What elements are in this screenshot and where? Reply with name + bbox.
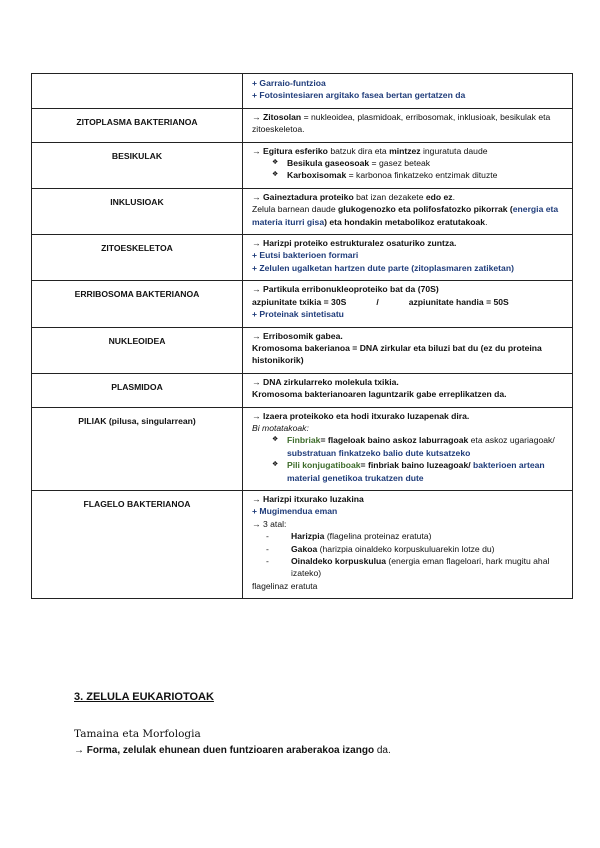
table-row: [32, 142, 573, 188]
row-description: → Partikula erribonukleoproteiko bat da (70S) azpiunitate txikia = 30S / azpiunitate handia = 50S + Proteinak sintetisatu: [243, 281, 573, 327]
table-row: [32, 108, 573, 142]
row-name: ERRIBOSOMA BAKTERIANOA: [32, 281, 243, 327]
row-description: → Harizpi itxurako luzakina + Mugimendua eman → 3 atal: - Harizpia (flagelina proteinaz eratuta) - Gakoa (harizpia oinaldeko korpuskuluarekin lotze du) - Oinaldeko korpuskulua (energia eman flageloari, hark mugitu ahal izateko) flagelinaz eratuta: [243, 490, 573, 598]
row-description: → Zitosolan = nukleoidea, plasmidoak, erribosomak, inklusioak, besikulak eta zitoeskeletoa.: [243, 108, 573, 142]
table-row: [32, 327, 573, 373]
bacteria-structures-table: [31, 73, 573, 599]
table-row: [32, 235, 573, 281]
row-description: + Garraio-funtzioa + Fotosintesiaren argitako fasea bertan gertatzen da: [243, 74, 573, 109]
row-description: → DNA zirkularreko molekula txikia. Kromosoma bakterianoaren laguntzarik gabe erreplikatzen da.: [243, 373, 573, 407]
list-item: ❖ Finbriak= flageloak baino askoz laburragoak eta askoz ugariagoak/ substratuan finkatzeko balio dute kutsatzeko: [272, 435, 555, 458]
row-name: ZITOPLASMA BAKTERIANOA: [32, 108, 243, 142]
table-row: [32, 373, 573, 407]
diamond-bullet-icon: ❖: [272, 159, 279, 167]
table-row: [32, 407, 573, 490]
list-item: ❖ Karboxisomak = karbonoa finkatzeko entzimak dituzte: [272, 170, 498, 181]
list-item: - Harizpia (flagelina proteinaz eratuta): [266, 531, 432, 542]
paragraph: → Forma, zelulak ehunean duen funtzioaren araberakoa izango da.: [74, 745, 391, 756]
list-item: - Gakoa (harizpia oinaldeko korpuskuluarekin lotze du): [266, 543, 495, 554]
table-row: [32, 188, 573, 234]
row-description: → Harizpi proteiko estrukturalez osaturiko zuntza. + Eutsi bakterioen formari + Zelulen ugalketan hartzen dute parte (zitoplasmaren zatiketan): [243, 235, 573, 281]
row-name: BESIKULAK: [32, 142, 243, 188]
row-name: INKLUSIOAK: [32, 188, 243, 234]
subheading: Tamaina eta Morfologia: [74, 728, 201, 740]
row-description: → Gaineztadura proteiko bat izan dezakete edo ez. Zelula barnean daude glukogenozko eta polifosfatozko pikorrak (energia eta materia iturri gisa) eta hondakin metabolikoz eratutakoak.: [243, 188, 573, 234]
table-row: [32, 74, 573, 109]
list-item: ❖ Pili konjugatiboak= finbriak baino luzeagoak/ bakterioen artean material genetikoa trukatzen dute: [272, 460, 545, 483]
row-name: ZITOESKELETOA: [32, 235, 243, 281]
diamond-bullet-icon: ❖: [272, 171, 279, 179]
row-description: → Izaera proteikoko eta hodi itxurako luzapenak dira. Bi motatakoak: ❖ Finbriak= flageloak baino askoz laburragoak eta askoz ugariagoak/ substratuan finkatzeko balio dute kutsatzeko ❖ Pili konjugatiboak= finbriak baino luzeagoak/ bakterioen artean material genetikoa trukatzen dute: [243, 407, 573, 490]
diamond-bullet-icon: ❖: [272, 436, 279, 444]
table-row: [32, 490, 573, 598]
row-description: → Egitura esferiko batzuk dira eta mintzez inguratuta daude ❖ Besikula gaseosoak = gasez beteak ❖ Karboxisomak = karbonoa finkatzeko entzimak dituzte: [243, 142, 573, 188]
row-description: → Erribosomik gabea. Kromosoma bakerianoa = DNA zirkular eta biluzi bat du (ez du proteina histonikorik): [243, 327, 573, 373]
section-heading: 3. ZELULA EUKARIOTOAK: [74, 691, 214, 703]
row-name: [32, 74, 243, 109]
list-item: - Oinaldeko korpuskulua (energia eman flageloari, hark mugitu ahal izateko): [266, 556, 550, 579]
table-row: [32, 281, 573, 327]
diamond-bullet-icon: ❖: [272, 461, 279, 469]
row-name: PLASMIDOA: [32, 373, 243, 407]
row-name: PILIAK (pilusa, singularrean): [32, 407, 243, 490]
row-name: NUKLEOIDEA: [32, 327, 243, 373]
row-name: FLAGELO BAKTERIANOA: [32, 490, 243, 598]
list-item: ❖ Besikula gaseosoak = gasez beteak: [272, 158, 431, 169]
